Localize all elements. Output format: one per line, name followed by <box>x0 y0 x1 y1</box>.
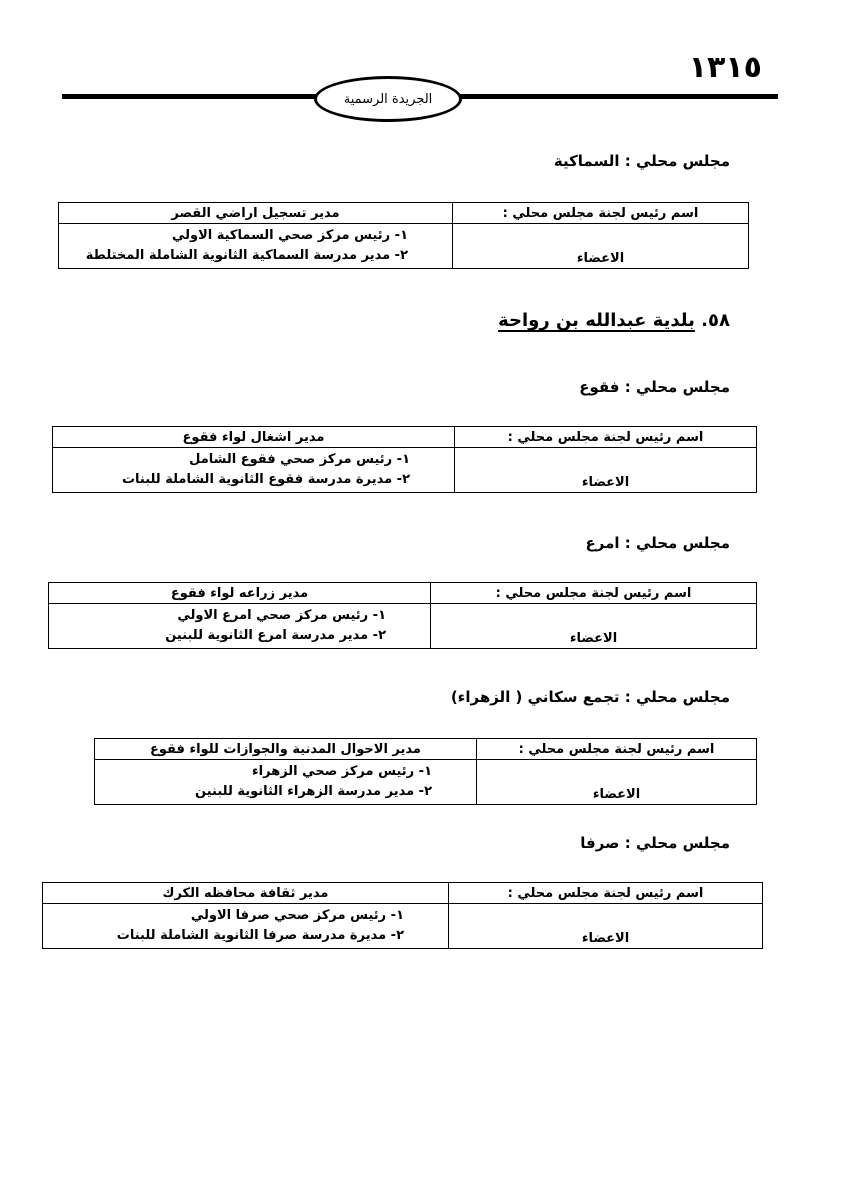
municipality-name: بلدية عبدالله بن رواحة <box>498 310 695 331</box>
municipality-heading <box>498 310 730 331</box>
members-list <box>43 904 449 949</box>
page-number: ١٣١٥ <box>688 50 762 85</box>
members-label: الاعضاء <box>477 760 757 805</box>
member-item: ١- رئيس مركز صحي فقوع الشامل <box>189 452 410 467</box>
members-list <box>53 448 455 493</box>
council-table-sarfa <box>42 882 763 949</box>
member-item: ٢- مدير مدرسة امرع الثانوية للبنين <box>165 628 386 643</box>
member-item: ١- رئيس مركز صحي الزهراء <box>252 764 432 779</box>
council-title-zahraa: مجلس محلي : تجمع سكاني ( الزهراء) <box>450 688 730 706</box>
municipality-number: ٥٨. <box>701 310 730 331</box>
members-label: الاعضاء <box>453 224 749 269</box>
members-list <box>49 604 431 649</box>
members-list <box>59 224 453 269</box>
members-list <box>95 760 477 805</box>
council-title-sarfa: مجلس محلي : صرفا <box>580 834 730 852</box>
committee-head-value: مدير الاحوال المدنية والجوازات للواء فقوع <box>95 739 477 760</box>
member-item: ١- رئيس مركز صحي صرفا الاولي <box>190 908 404 923</box>
council-table-zahraa <box>94 738 757 805</box>
council-title-samakiya: مجلس محلي : السماكية <box>553 152 730 170</box>
member-item: ٢- مدير مدرسة السماكية الثانوية الشاملة المختلطة <box>85 248 408 263</box>
committee-head-label: اسم رئيس لجنة مجلس محلي : <box>455 427 757 448</box>
committee-head-label: اسم رئيس لجنة مجلس محلي : <box>453 203 749 224</box>
committee-head-value: مدير تسجيل اراضي القصر <box>59 203 453 224</box>
committee-head-value: مدير اشغال لواء فقوع <box>53 427 455 448</box>
member-item: ٢- مدير مدرسة الزهراء الثانوية للبنين <box>195 784 432 799</box>
committee-head-value: مدير زراعه لواء فقوع <box>49 583 431 604</box>
council-table-samakiya <box>58 202 749 269</box>
committee-head-label: اسم رئيس لجنة مجلس محلي : <box>477 739 757 760</box>
gazette-title: الجريدة الرسمية <box>343 91 433 107</box>
council-table-imra <box>48 582 757 649</box>
committee-head-label: اسم رئيس لجنة مجلس محلي : <box>431 583 757 604</box>
members-label: الاعضاء <box>431 604 757 649</box>
council-title-fuqu: مجلس محلي : فقوع <box>579 378 730 396</box>
member-item: ٢- مديرة مدرسة فقوع الثانوية الشاملة للبنات <box>121 472 410 487</box>
members-label: الاعضاء <box>449 904 763 949</box>
council-table-fuqu <box>52 426 757 493</box>
committee-head-value: مدير ثقافة محافظه الكرك <box>43 883 449 904</box>
member-item: ٢- مديرة مدرسة صرفا الثانوية الشاملة للبنات <box>116 928 404 943</box>
members-label: الاعضاء <box>455 448 757 493</box>
member-item: ١- رئيس مركز صحي السماكية الاولي <box>171 228 408 243</box>
committee-head-label: اسم رئيس لجنة مجلس محلي : <box>449 883 763 904</box>
gazette-title-oval <box>314 76 462 122</box>
member-item: ١- رئيس مركز صحي امرع الاولي <box>177 608 386 623</box>
council-title-imra: مجلس محلي : امرع <box>585 534 730 552</box>
